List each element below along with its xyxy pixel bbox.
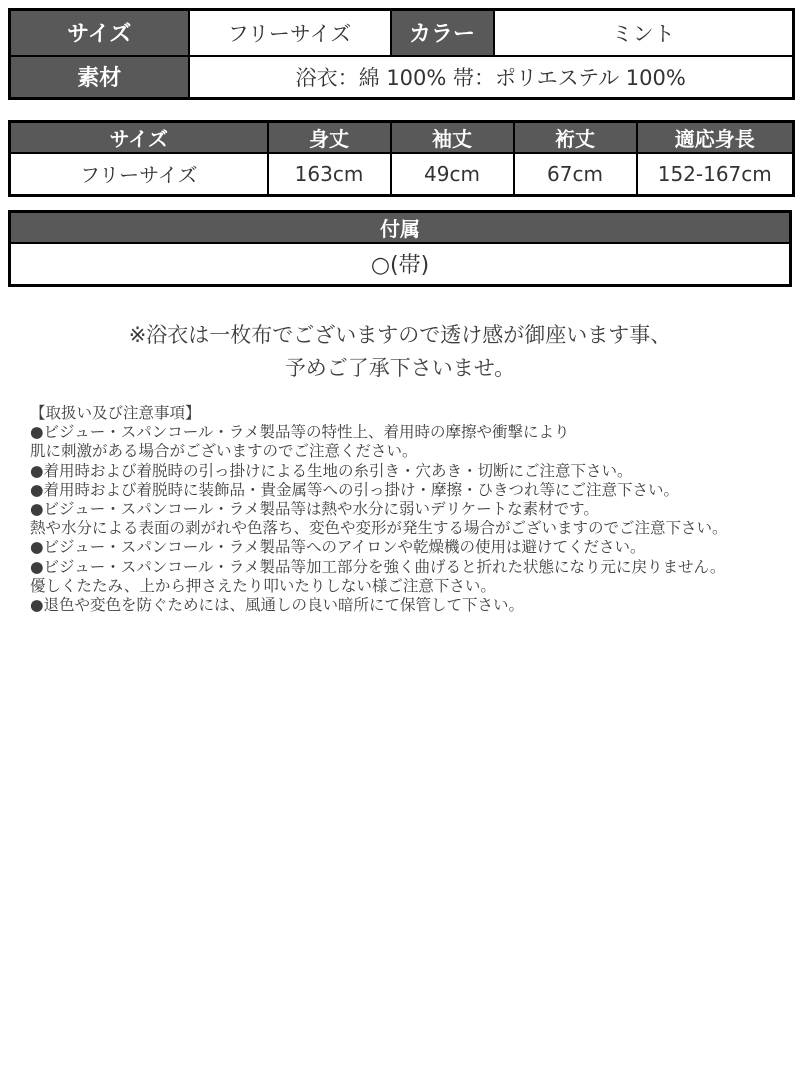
fit-height-col-header: 適応身長 bbox=[637, 122, 794, 154]
size-cell: フリーサイズ bbox=[10, 153, 268, 195]
sheer-fabric-notice bbox=[0, 319, 800, 385]
spec-color-label: カラー bbox=[391, 10, 494, 56]
accessory-header: 付属 bbox=[10, 212, 791, 244]
handling-line: ●退色や変色を防ぐためには、風通しの良い暗所にて保管して下さい。 bbox=[30, 596, 525, 615]
handling-title: 【取扱い及び注意事項】 bbox=[30, 404, 201, 422]
spec-color-value: ミント bbox=[494, 10, 794, 56]
handling-line: ●ビジュー・スパンコール・ラメ製品等は熱や水分に弱いデリケートな素材です。 bbox=[30, 500, 599, 519]
handling-line: 熱や水分による表面の剥がれや色落ち、変色や変形が発生する場合がございますのでご注意下さい。 bbox=[30, 519, 728, 538]
spec-table bbox=[8, 8, 795, 100]
spec-size-label: サイズ bbox=[10, 10, 189, 56]
body-length-col-header: 身丈 bbox=[268, 122, 391, 154]
table-row bbox=[10, 153, 794, 195]
handling-instructions bbox=[30, 404, 790, 615]
table-header-row bbox=[10, 212, 791, 244]
table-row bbox=[10, 56, 794, 99]
spec-size-value: フリーサイズ bbox=[189, 10, 391, 56]
table-header-row bbox=[10, 122, 794, 154]
yuki-length-cell: 67cm bbox=[514, 153, 637, 195]
handling-line: 肌に刺激がある場合がございますのでご注意ください。 bbox=[30, 442, 418, 461]
handling-line: ●着用時および着脱時の引っ掛けによる生地の糸引き・穴あき・切断にご注意下さい。 bbox=[30, 461, 633, 480]
sleeve-length-col-header: 袖丈 bbox=[391, 122, 514, 154]
notice-line-1: ※浴衣は一枚布でございますので透け感が御座います事、 bbox=[128, 323, 672, 347]
handling-line: 優しくたたみ、上から押さえたり叩いたりしない様ご注意下さい。 bbox=[30, 576, 496, 595]
handling-line: ●ビジュー・スパンコール・ラメ製品等の特性上、着用時の摩擦や衝撃により bbox=[30, 423, 570, 442]
accessory-table bbox=[8, 210, 792, 287]
table-row bbox=[10, 10, 794, 56]
table-row bbox=[10, 243, 791, 285]
handling-line: ●着用時および着脱時に装飾品・貴金属等への引っ掛け・摩擦・ひきつれ等にご注意下さい。 bbox=[30, 480, 680, 499]
yuki-length-col-header: 裄丈 bbox=[514, 122, 637, 154]
accessory-value: ○(帯) bbox=[10, 243, 791, 285]
body-length-cell: 163cm bbox=[268, 153, 391, 195]
sleeve-length-cell: 49cm bbox=[391, 153, 514, 195]
spec-material-label: 素材 bbox=[10, 56, 189, 99]
size-col-header: サイズ bbox=[10, 122, 268, 154]
size-table bbox=[8, 120, 795, 197]
fit-height-cell: 152-167cm bbox=[637, 153, 794, 195]
handling-line: ●ビジュー・スパンコール・ラメ製品等加工部分を強く曲げると折れた状態になり元に戻りません。 bbox=[30, 557, 726, 576]
notice-line-2: 予めご了承下さいませ。 bbox=[284, 356, 516, 380]
handling-line: ●ビジュー・スパンコール・ラメ製品等へのアイロンや乾燥機の使用は避けてください。 bbox=[30, 538, 646, 557]
spec-material-value: 浴衣：綿 100% 帯：ポリエステル 100% bbox=[189, 56, 794, 99]
